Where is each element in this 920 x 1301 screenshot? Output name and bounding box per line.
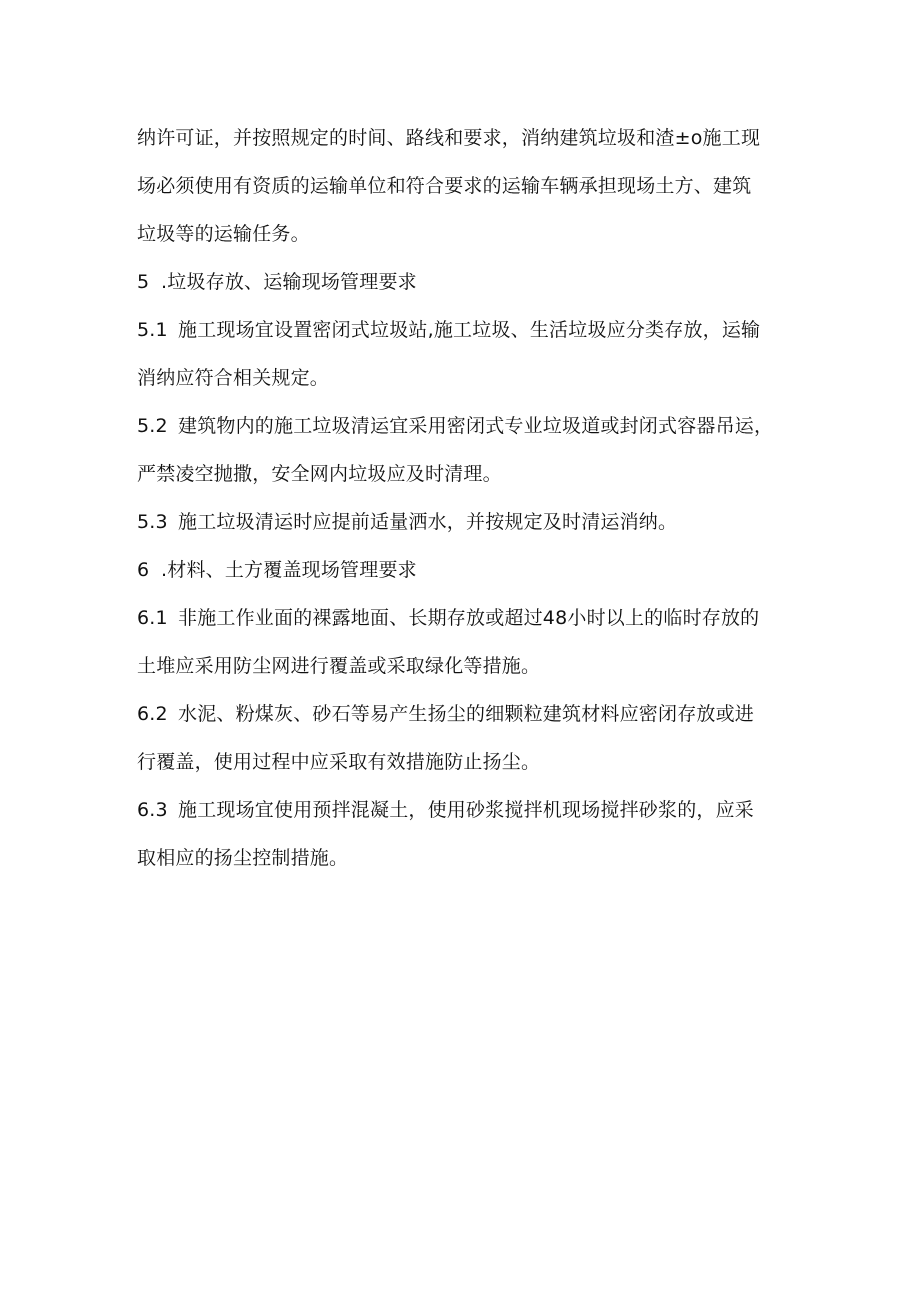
clause-text: 非施工作业面的裸露地面、长期存放或超过48小时以上的临时存放的 (178, 607, 760, 629)
clause-number: 6.3 (137, 799, 168, 821)
clause-6-2 (137, 700, 797, 777)
text-line: 土堆应采用防尘网进行覆盖或采取绿化等措施。 (137, 655, 541, 677)
clause-number: 6.1 (137, 607, 168, 629)
text-line: 取相应的扬尘控制措施。 (137, 847, 349, 869)
clause-text: 施工垃圾清运时应提前适量洒水，并按规定及时清运消纳。 (178, 511, 678, 533)
clause-5-1 (137, 316, 797, 393)
section-number: 6 (137, 559, 150, 581)
text-line: 消纳应符合相关规定。 (137, 367, 330, 389)
text-line: 严禁凌空抛撒，安全网内垃圾应及时清理。 (137, 463, 502, 485)
text-line: 行覆盖，使用过程中应采取有效措施防止扬尘。 (137, 751, 541, 773)
clause-number: 5.3 (137, 511, 168, 533)
section-heading-5 (137, 268, 797, 297)
clause-5-3 (137, 508, 797, 537)
paragraph-intro (137, 124, 797, 249)
clause-number: 5.2 (137, 415, 168, 437)
section-number: 5 (137, 271, 150, 293)
text-line: 纳许可证，并按照规定的时间、路线和要求，消纳建筑垃圾和渣±o施工现 (137, 127, 761, 149)
text-line: 垃圾等的运输任务。 (137, 223, 310, 245)
section-title: .材料、土方覆盖现场管理要求 (161, 559, 417, 581)
clause-number: 6.2 (137, 703, 168, 725)
clause-text: 施工现场宜使用预拌混凝土，使用砂浆搅拌机现场搅拌砂浆的，应采 (178, 799, 755, 821)
clause-number: 5.1 (137, 319, 168, 341)
clause-6-1 (137, 604, 797, 681)
text-line: 场必须使用有资质的运输单位和符合要求的运输车辆承担现场土方、建筑 (137, 175, 752, 197)
document-body (137, 124, 797, 873)
clause-text: 建筑物内的施工垃圾清运宜采用密闭式专业垃圾道或封闭式容器吊运， (178, 415, 774, 437)
section-title: .垃圾存放、运输现场管理要求 (161, 271, 417, 293)
section-heading-6 (137, 556, 797, 585)
clause-text: 施工现场宜设置密闭式垃圾站,施工垃圾、生活垃圾应分类存放，运输 (178, 319, 761, 341)
clause-5-2 (137, 412, 797, 489)
clause-6-3 (137, 796, 797, 873)
clause-text: 水泥、粉煤灰、砂石等易产生扬尘的细颗粒建筑材料应密闭存放或进 (178, 703, 755, 725)
